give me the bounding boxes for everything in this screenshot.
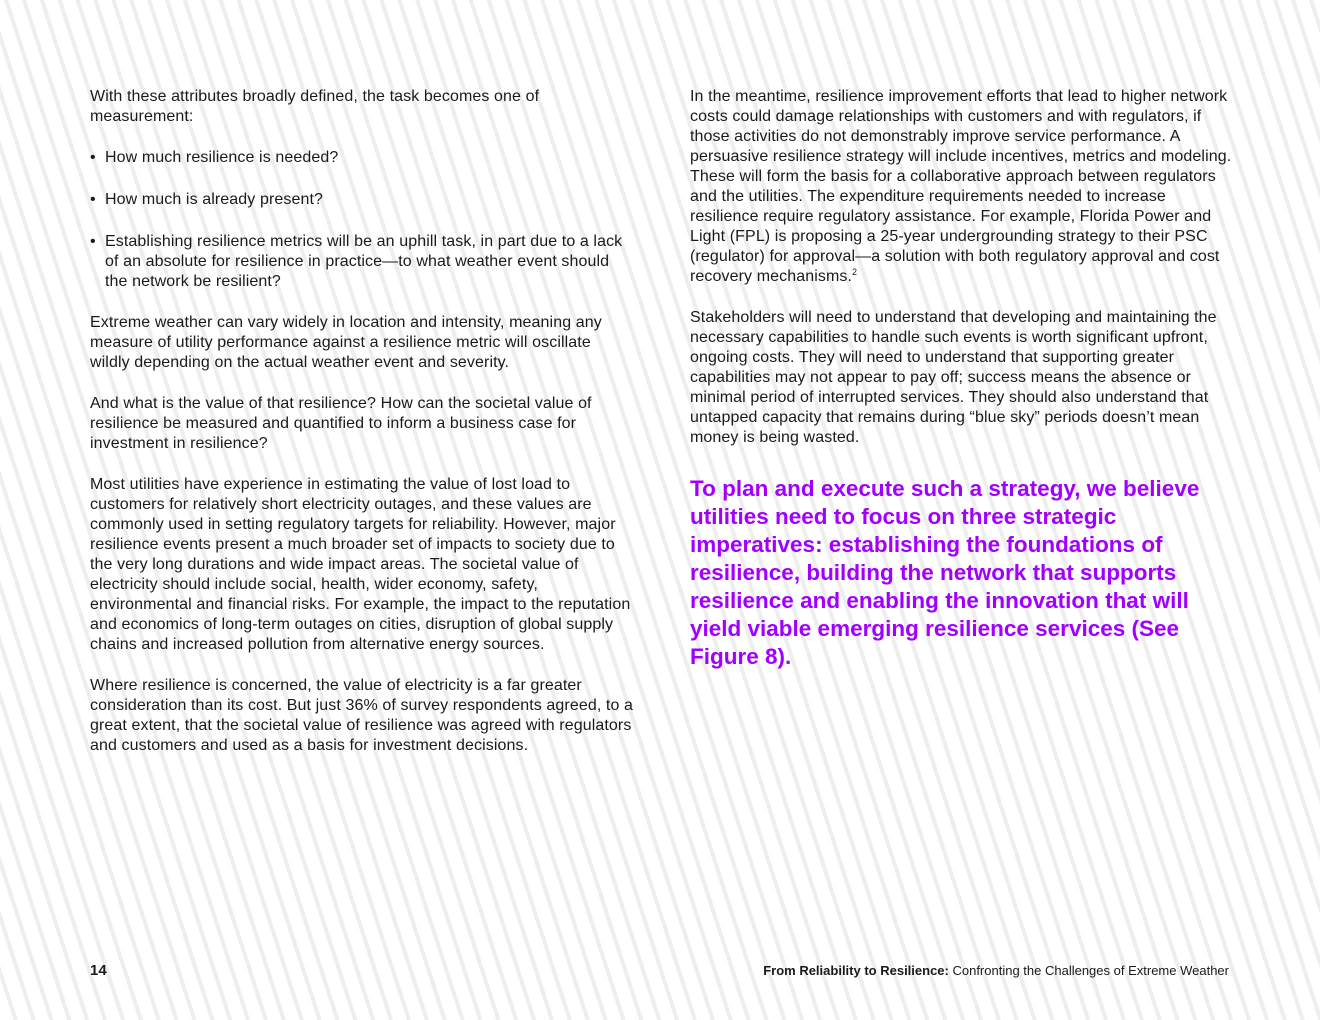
list-item: • How much is already present? (90, 190, 635, 210)
footnote-ref: 2 (852, 267, 858, 277)
right-column (690, 87, 1235, 671)
lost-load-paragraph: Most utilities have experience in estimating the value of lost load to customers for relatively short electricity outages, and these values are commonly used in setting regulatory targets for reliability. However, major resilience events present a much broader set of impacts to society due to the very long durations and wide impact areas. The societal value of electricity should include social, health, wider economy, safety, environmental and financial risks. For example, the impact to the reputation and economics of long-term outages on cities, disruption of global supply chains and increased pollution from alternative energy sources. (90, 476, 631, 653)
meantime-paragraph-text: In the meantime, resilience improvement efforts that lead to higher network costs could damage relationships with customers and with regulators, if those activities do not demonstrably improve service performance. A persuasive resilience strategy will include incentives, metrics and modeling. These will form the basis for a collaborative approach between regulators and the utilities. The expenditure requirements needed to increase resilience require regulatory assistance. For example, Florida Power and Light (FPL) is proposing a 25-year undergrounding strategy to their PSC (regulator) for approval—a solution with both regulatory approval and cost recovery mechanisms. (690, 88, 1232, 285)
pull-quote: To plan and execute such a strategy, we believe utilities need to focus on three strategic imperatives: establishing the foundations of resilience, building the network that supports resilience and enabling the innovation that will yield viable emerging resilience services (See Figure 8). (690, 476, 1200, 669)
page-footer (90, 962, 1229, 982)
page-number: 14 (90, 962, 107, 979)
value-question-paragraph: And what is the value of that resilience? How can the societal value of resilience be measured and quantified to inform a business case for investment in resilience? (90, 395, 592, 452)
running-title-bold: From Reliability to Resilience: (763, 963, 949, 978)
running-title-rest: Confronting the Challenges of Extreme Weather (948, 963, 1229, 978)
list-item: • Establishing resilience metrics will be an uphill task, in part due to a lack of an absolute for resilience in practice—to what weather event should the network be resilient? (90, 232, 635, 292)
extreme-weather-paragraph: Extreme weather can vary widely in location and intensity, meaning any measure of utility performance against a resilience metric will oscillate wildly depending on the actual weather event and severity. (90, 314, 602, 371)
list-item: • How much resilience is needed? (90, 148, 635, 168)
intro-paragraph: With these attributes broadly defined, the task becomes one of measurement: (90, 88, 540, 125)
measurement-questions-list (90, 148, 635, 292)
left-column (90, 87, 635, 777)
running-title (763, 963, 1229, 978)
survey-paragraph: Where resilience is concerned, the value of electricity is a far greater consideration than its cost. But just 36% of survey respondents agreed, to a great extent, that the societal value of resilience was agreed with regulators and customers and used as a basis for investment decisions. (90, 677, 634, 754)
meantime-paragraph (690, 87, 1235, 287)
stakeholders-paragraph: Stakeholders will need to understand that developing and maintaining the necessary capabilities to handle such events is worth significant upfront, ongoing costs. They will need to understand that supporting greater capabilities may not appear to pay off; success means the absence or minimal period of interrupted services. They should also understand that untapped capacity that remains during “blue sky” periods doesn’t mean money is being wasted. (690, 309, 1217, 446)
